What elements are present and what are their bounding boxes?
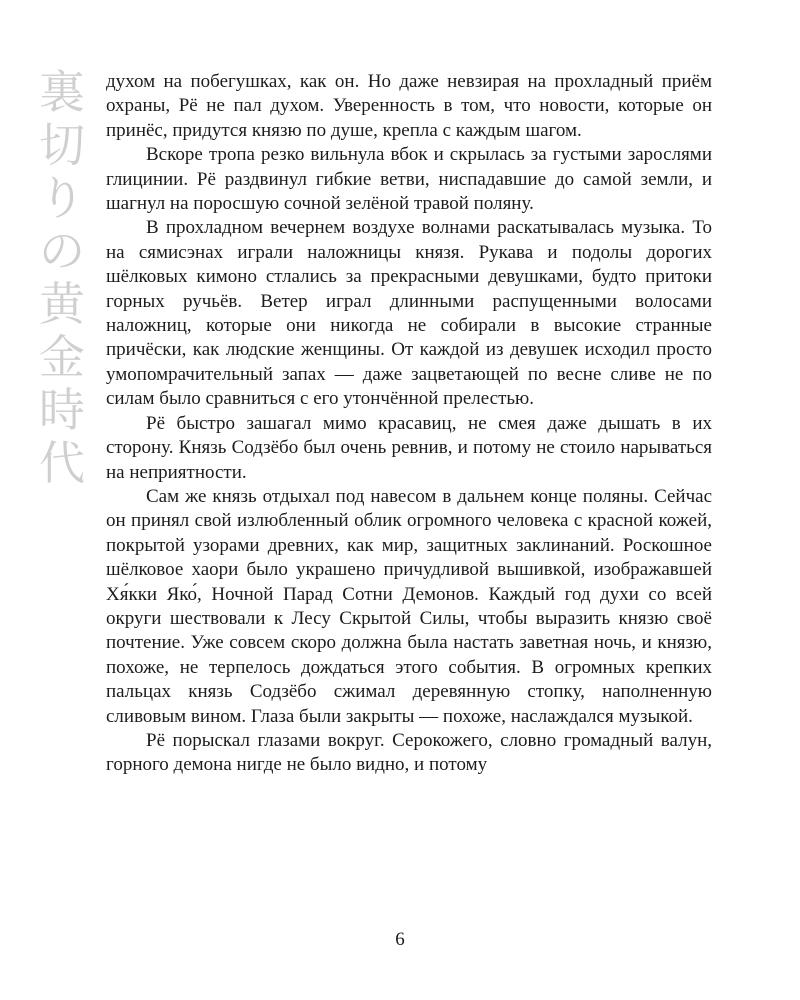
title-char: 切 bbox=[39, 118, 85, 172]
title-char: 代 bbox=[39, 436, 85, 490]
paragraph: Вскоре тропа резко вильнула вбок и скрылась за густыми зарослями глицинии. Рё раздвинул гибкие ветви, ниспадавшие до самой земли, и шагнул на поросшую сочной зелёной травой поляну. bbox=[106, 144, 712, 215]
body-text bbox=[106, 70, 712, 778]
paragraph: Сам же князь отдыхал под навесом в дальнем конце поляны. Сейчас он принял свой излюбленный облик огромного человека с красной кожей, покрытой узорами древних, как мир, защитных заклинаний. Роскошное шёлковое хаори было украшено причудливой вышивкой, изображавшей Хя́кки Яко́, Ночной Парад Сотни Демонов. Каждый год духи со всей округи шествовали к Лесу Скрытой Силы, чтобы выразить князю своё почтение. Уже совсем скоро должна была настать заветная ночь, и князю, похоже, не терпелось дождаться этого события. В огромных крепких пальцах князь Содзёбо сжимал деревянную стопку, наполненную сливовым вином. Глаза были закрыты — похоже, наслаждался музыкой. bbox=[106, 485, 712, 727]
title-char: 時 bbox=[39, 383, 85, 437]
title-char: 裏 bbox=[39, 65, 85, 119]
vertical-title bbox=[34, 66, 90, 490]
paragraph: духом на побегушках, как он. Но даже невзирая на прохладный приём охраны, Рё не пал духом. Уверенность в том, что новости, которые он принёс, придутся князю по душе, крепла с каждым шагом. bbox=[106, 71, 712, 141]
title-char: 黄 bbox=[39, 277, 85, 331]
title-char: の bbox=[39, 224, 85, 278]
title-char: 金 bbox=[39, 330, 85, 384]
page-number: 6 bbox=[395, 929, 405, 950]
paragraph: В прохладном вечернем воздухе волнами раскатывалась музыка. То на сямисэнах играли наложницы князя. Рукава и подолы дорогих шёлковых кимоно стлались за прекрасными девушками, будто притоки горных ручьёв. Ветер играл длинными распущенными волосами наложниц, которые они никогда не собирали в высокие странные причёски, как людские женщины. От каждой из девушек исходил просто умопомрачительный запах — даже зацветающей по весне сливе не по силам было сравниться с его утончённой прелестью. bbox=[106, 217, 712, 410]
title-char: り bbox=[39, 171, 85, 225]
paragraph: Рё порыскал глазами вокруг. Серокожего, словно громадный валун, горного демона нигде не было видно, и потому bbox=[106, 729, 712, 776]
paragraph: Рё быстро зашагал мимо красавиц, не смея даже дышать в их сторону. Князь Содзёбо был очень ревнив, и потому не стоило нарываться на неприятности. bbox=[106, 412, 712, 483]
